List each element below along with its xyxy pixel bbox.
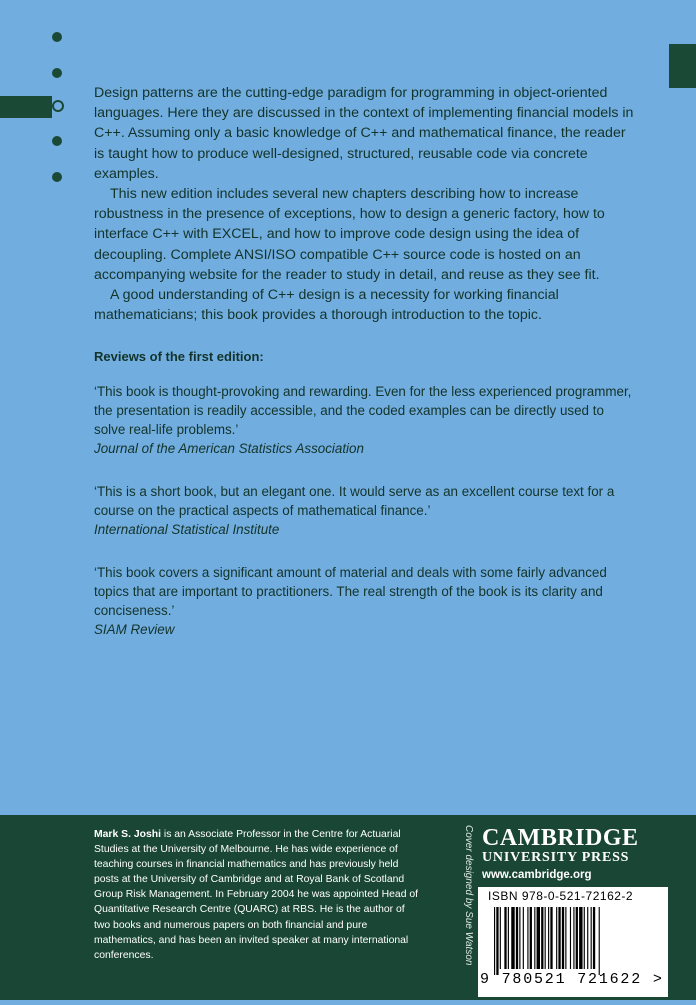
barcode-bar: [599, 907, 600, 975]
ean-number: 9 780521 721622 >: [480, 971, 664, 988]
barcode-bar: [537, 907, 540, 969]
barcode-bar: [534, 907, 535, 969]
barcode-bar: [558, 907, 560, 969]
barcode-bar: [562, 907, 564, 969]
barcode-bar: [573, 907, 574, 969]
barcode-bar: [523, 907, 524, 969]
right-accent-bar: [669, 44, 696, 88]
barcode-bar: [591, 907, 592, 969]
barcode-bar: [570, 907, 571, 969]
barcode-bar: [545, 907, 546, 969]
review: [94, 382, 634, 458]
blurb-paragraph-3: A good understanding of C++ design is a necessity for working financial mathematicians; this book provides a thorough introduction to the topic.: [94, 287, 559, 324]
back-cover-text: [94, 83, 634, 639]
publisher-name: CAMBRIDGE: [482, 825, 639, 851]
barcode-bar: [584, 907, 585, 969]
barcode-bar: [494, 907, 495, 975]
barcode-bar: [587, 907, 588, 969]
dot-icon: [52, 136, 62, 146]
review: [94, 482, 634, 539]
review-source: Journal of the American Statistics Association: [94, 440, 364, 456]
barcode-icon: [494, 907, 658, 975]
publisher-subname: UNIVERSITY PRESS: [482, 850, 630, 865]
barcode-bar: [541, 907, 543, 969]
dot-icon: [52, 172, 62, 182]
review-source: SIAM Review: [94, 621, 175, 637]
barcode-bar: [496, 907, 498, 975]
barcode-bar: [548, 907, 549, 969]
barcode-bar: [565, 907, 566, 969]
barcode-bar: [508, 907, 509, 969]
barcode-bar: [500, 907, 501, 969]
dot-icon: [52, 68, 62, 78]
cover-credit: Cover designed by Sue Watson: [463, 825, 474, 966]
barcode-bar: [576, 907, 578, 969]
blurb-paragraph-2: This new edition includes several new chapters describing how to increase robustness in the presence of exceptions, how to design a generic factory, how to interface C++ with EXCEL, and how to improve code design using the idea of decoupling. Complete ANSI/ISO compatible C++ source code is hosted on an accompanying website for the reader to study in detail, and reuse as they see fit.: [94, 186, 605, 283]
isbn-label: ISBN 978-0-521-72162-2: [488, 889, 634, 903]
review: [94, 563, 634, 639]
blurb-paragraph-1: Design patterns are the cutting-edge paradigm for programming in object-oriented languages. Here they are discussed in the context of implementing financial models in C++. Assuming only a basic knowledge of C++ and mathematical finance, the reader is taught how to produce well-designed, structured, reusable code via concrete examples.: [94, 85, 634, 182]
barcode-box: [478, 887, 668, 997]
barcode-bar: [511, 907, 514, 969]
barcode-bar: [579, 907, 582, 969]
barcode-bar: [593, 907, 595, 969]
barcode-bar: [519, 907, 520, 969]
reviews-heading: Reviews of the first edition:: [94, 349, 264, 365]
bio-text: is an Associate Professor in the Centre for Actuarial Studies at the University of Melbourne. He has wide experience of teaching courses in financial mathematics and has previously held posts at the University of Cambridge and at Royal Bank of Scotland Group Risk Management. In February 2004 he was appointed Head of Quantitative Research Centre (QUARC) at RBS. He is the author of two books and numerous papers on both financial and pure mathematics, and has been an invited speaker at many international conferences.: [94, 829, 419, 961]
ring-icon: [52, 100, 64, 112]
footer-band: [0, 815, 696, 1000]
barcode-bar: [556, 907, 557, 969]
barcode-bar: [530, 907, 532, 969]
left-accent-bar: [0, 96, 52, 118]
publisher-url: www.cambridge.org: [482, 869, 592, 881]
dot-icon: [52, 32, 62, 42]
author-bio: [94, 827, 422, 963]
review-quote: ‘This is a short book, but an elegant one. It would serve as an excellent course text for a course on the practical aspects of mathematical finance.’: [94, 483, 615, 518]
author-name: Mark S. Joshi: [94, 829, 161, 840]
barcode-bar: [516, 907, 518, 969]
barcode-bar: [504, 907, 506, 969]
barcode-bar: [550, 907, 552, 969]
review-source: International Statistical Institute: [94, 521, 280, 537]
barcode-bar: [527, 907, 528, 969]
review-quote: ‘This book is thought-provoking and rewarding. Even for the less experienced programmer, the presentation is readily accessible, and the coded examples can be directly used to solve real-life problems.’: [94, 383, 632, 437]
review-quote: ‘This book covers a significant amount of material and deals with some fairly advanced topics that are important to practitioners. The real strength of the book is its clarity and conciseness.’: [94, 564, 607, 618]
